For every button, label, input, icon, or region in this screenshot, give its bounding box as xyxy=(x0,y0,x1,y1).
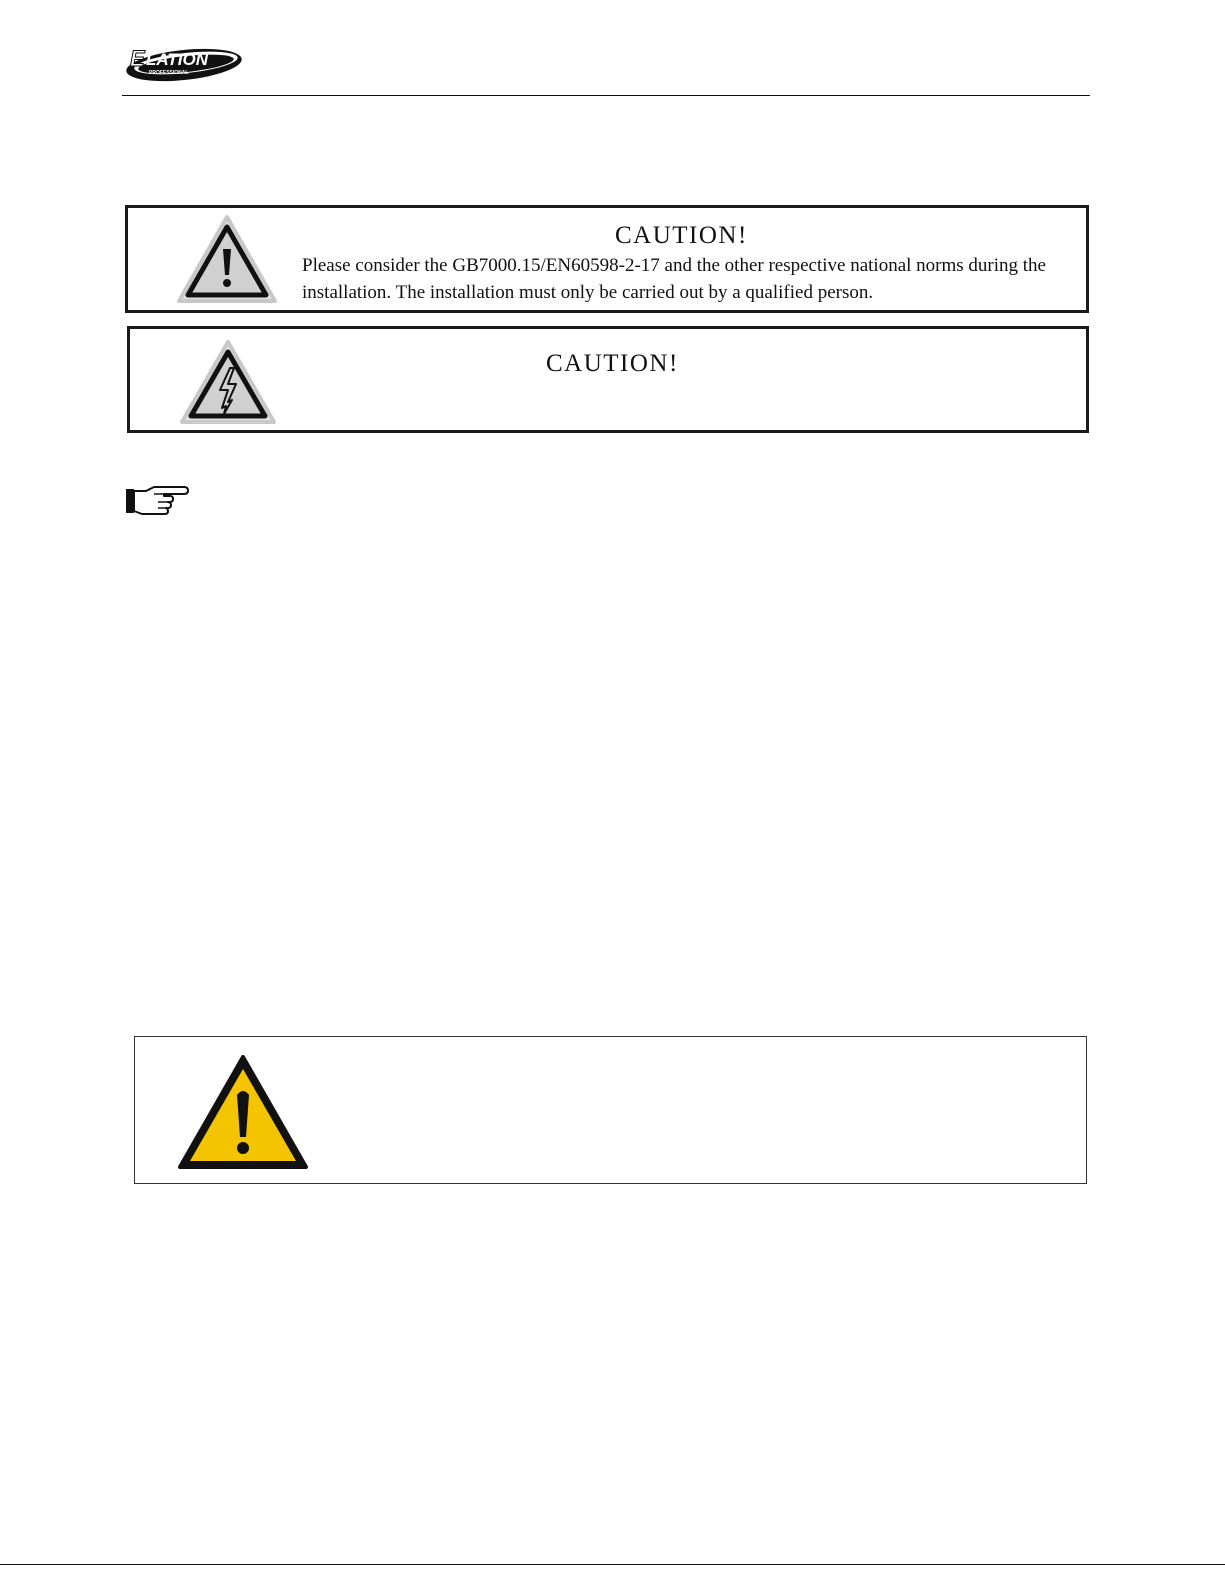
exclamation-triangle-icon xyxy=(175,213,279,307)
svg-text:PROFESSIONAL: PROFESSIONAL xyxy=(149,70,189,76)
warning-box xyxy=(134,1036,1087,1184)
high-voltage-triangle-icon xyxy=(178,338,278,428)
caution-box-electrical xyxy=(127,326,1089,433)
svg-text:E: E xyxy=(130,46,145,71)
caution-box-installation xyxy=(125,205,1089,313)
elation-logo xyxy=(124,40,248,84)
caution-text: Please consider the GB7000.15/EN60598-2-17 and the other respective national norms during the installation. The installation must only be carried out by a qualified person. xyxy=(302,255,1046,303)
footer-rule xyxy=(0,1564,1225,1565)
caution-title: CAUTION! xyxy=(546,350,679,377)
svg-text:LATION: LATION xyxy=(146,50,209,69)
yellow-warning-triangle-icon xyxy=(177,1053,309,1171)
caution-title: CAUTION! xyxy=(615,222,748,249)
header-rule xyxy=(122,95,1090,96)
pointing-hand-icon xyxy=(124,483,190,517)
